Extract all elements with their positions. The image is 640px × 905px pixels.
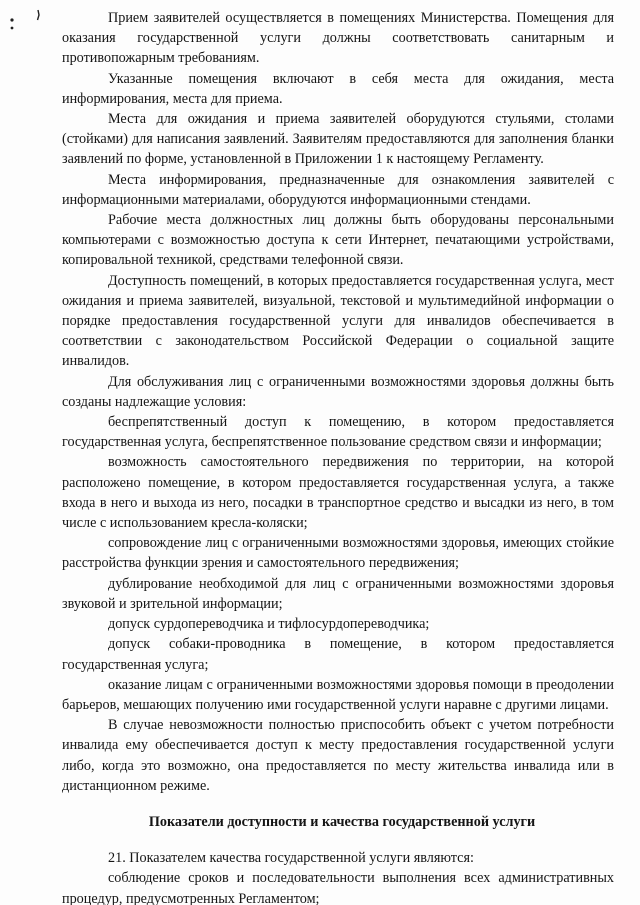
list-item: дублирование необходимой для лиц с ограниченными возможностями здоровья звуковой и зрительной информации; bbox=[62, 575, 614, 612]
list-item: допуск сурдопереводчика и тифлосурдопереводчика; bbox=[108, 616, 430, 633]
paragraph: Рабочие места должностных лиц должны быть оборудованы персональными компьютерами с возможностью доступа к сети Интернет, печатающими устройствами, копировальной техникой, средствами телефонной связи. bbox=[62, 212, 614, 269]
list-item: сопровождение лиц с ограниченными возможностями здоровья, имеющих стойкие расстройства функции зрения и самостоятельного передвижения; bbox=[62, 535, 614, 572]
section-heading: Показатели доступности и качества государственной услуги bbox=[148, 813, 536, 830]
list-item: беспрепятственный доступ к помещению, в котором предоставляется государственная услуга, беспрепятственное пользование средством связи и информации; bbox=[62, 414, 614, 451]
list-item: возможность самостоятельного передвижения по территории, на которой расположено помещение, в котором предоставляется государственная услуга, а также входа в него и выхода из него, посадки в транспортное средство и высадки из него, в том числе с использованием кресла-коляски; bbox=[62, 454, 614, 532]
paragraph: Доступность помещений, в которых предоставляется государственная услуга, мест ожидания и приема заявителей, визуальной, текстовой и мультимедийной информации о порядке предоставления государственной услуги для инвалидов обеспечивается в соответствии с законодательством Российской Федерации о социальной защите инвалидов. bbox=[62, 272, 614, 370]
paragraph: Для обслуживания лиц с ограниченными возможностями здоровья должны быть созданы надлежащие условия: bbox=[62, 373, 614, 410]
document-body bbox=[62, 8, 614, 905]
paragraph: Места для ожидания и приема заявителей оборудуются стульями, столами (стойками) для написания заявлений. Заявителям предоставляются для заполнения бланки заявлений по форме, установленной в Приложении 1 к настоящему Регламенту. bbox=[62, 111, 614, 168]
list-item: соблюдение сроков и последовательности выполнения всех административных процедур, предусмотренных Регламентом; bbox=[62, 870, 614, 905]
scan-marks bbox=[8, 6, 68, 34]
list-item: оказание лицам с ограниченными возможностями здоровья помощи в преодолении барьеров, мешающих получению ими государственной услуги наравне с другими лицами. bbox=[62, 676, 614, 713]
list-item: допуск собаки-проводника в помещение, в котором предоставляется государственная услуга; bbox=[62, 636, 614, 673]
paragraph: Указанные помещения включают в себя места для ожидания, места информирования, места для приема. bbox=[62, 70, 614, 107]
numbered-paragraph: 21. Показателем качества государственной услуги являются: bbox=[108, 850, 474, 867]
paragraph: Места информирования, предназначенные для ознакомления заявителей с информационными материалами, оборудуются информационными стендами. bbox=[62, 171, 614, 208]
paragraph: В случае невозможности полностью приспособить объект с учетом потребности инвалида ему обеспечивается доступ к месту предоставления государственной услуги либо, когда это возможно, она предоставляется по месту жительства инвалида или в дистанционном режиме. bbox=[62, 717, 614, 794]
paragraph: Прием заявителей осуществляется в помещениях Министерства. Помещения для оказания государственной услуги должны соответствовать санитарным и противопожарным требованиям. bbox=[62, 10, 614, 67]
